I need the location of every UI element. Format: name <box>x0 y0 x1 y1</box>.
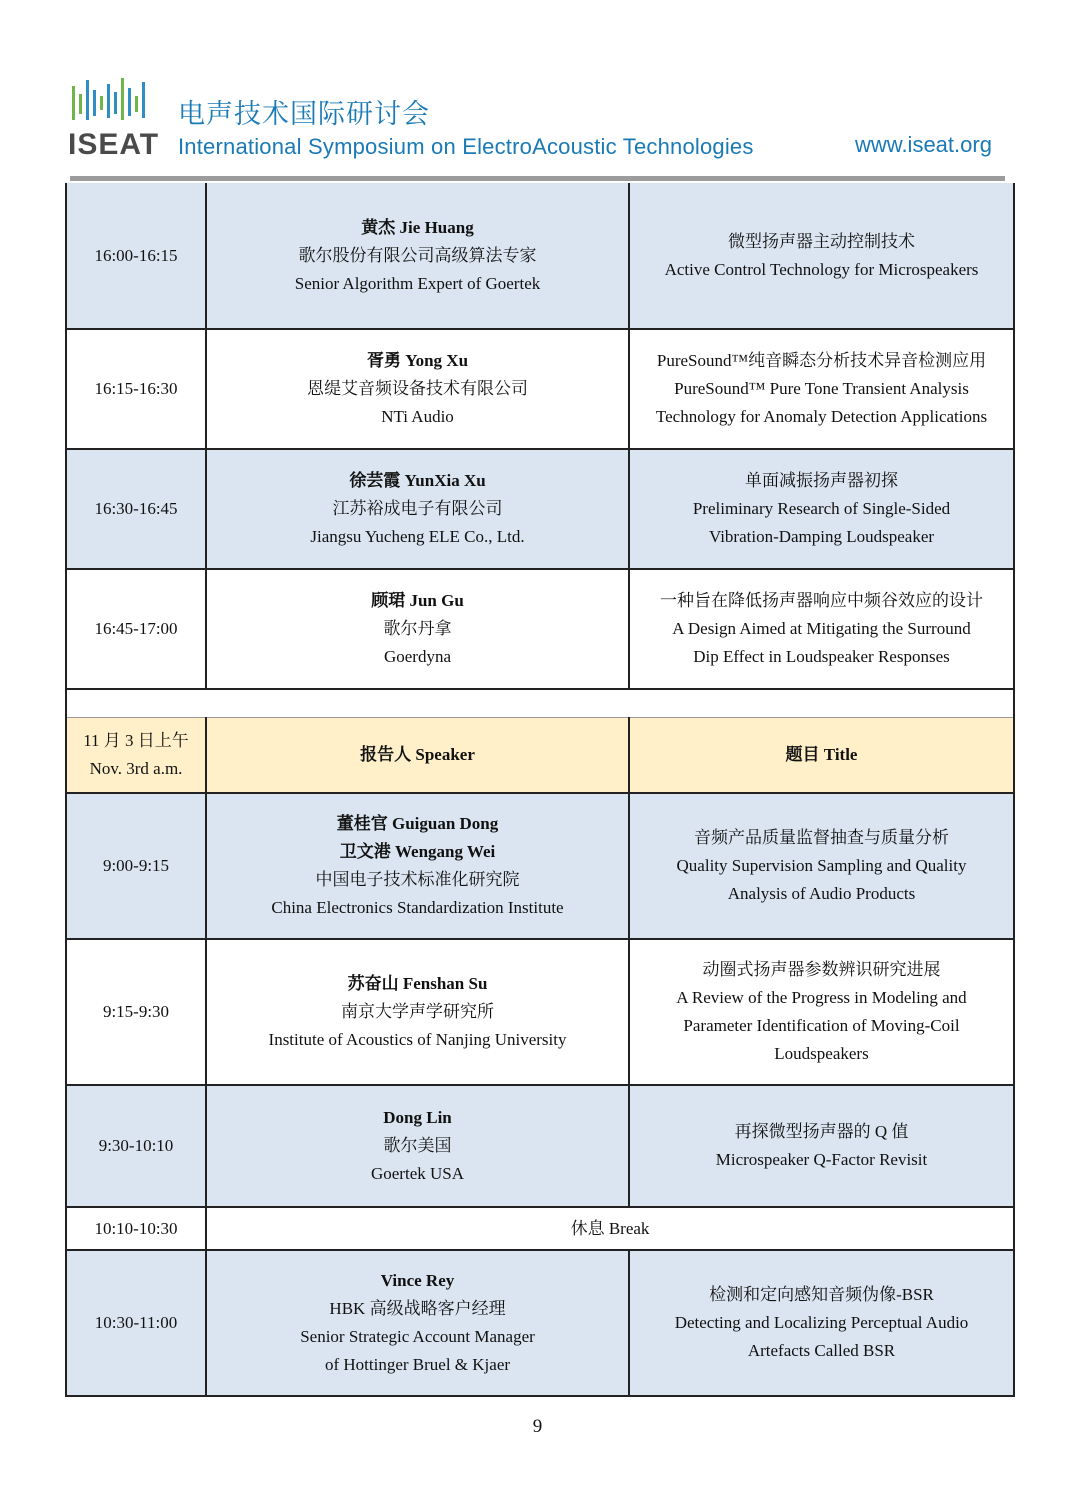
talk-title-en: Loudspeakers <box>774 1044 869 1063</box>
speaker-affiliation-en: Senior Strategic Account Manager <box>300 1327 535 1346</box>
speaker-cell <box>206 183 629 329</box>
talk-title-en: PureSound™ Pure Tone Transient Analysis <box>674 379 969 398</box>
speaker-cell <box>206 569 629 689</box>
table-row <box>66 939 1014 1085</box>
time-cell: 9:00-9:15 <box>66 793 206 939</box>
symposium-title-en: International Symposium on ElectroAcoustic Technologies <box>178 134 754 159</box>
talk-title-cn: 微型扬声器主动控制技术 <box>728 231 915 251</box>
speaker-affiliation-en: Goerdyna <box>383 647 452 666</box>
talk-title-cn: 一种旨在降低扬声器响应中频谷效应的设计 <box>660 591 983 610</box>
speaker-cell <box>206 449 629 569</box>
talk-title-en: Artefacts Called BSR <box>747 1341 896 1360</box>
title-cell <box>629 183 1014 329</box>
title-column-header: 题目 Title <box>629 717 1014 793</box>
table-row <box>66 449 1014 569</box>
speaker-affiliation-cn: 南京大学声学研究所 <box>341 1002 494 1021</box>
time-cell: 10:30-11:00 <box>66 1250 206 1396</box>
spacer-row <box>66 689 1014 717</box>
session-date-cn: 11 月 3 日上午 <box>83 730 189 750</box>
table-row <box>66 183 1014 329</box>
speaker-affiliation-cn: 恩缇艾音频设备技术有限公司 <box>307 379 528 398</box>
speaker-name: 黄杰 Jie Huang <box>361 217 474 237</box>
logo-wordmark: ISEAT <box>68 128 160 161</box>
talk-title-en: Parameter Identification of Moving-Coil <box>683 1016 960 1035</box>
table-row <box>66 1085 1014 1207</box>
speaker-affiliation-cn: HBK 高级战略客户经理 <box>329 1299 506 1318</box>
title-cell <box>629 939 1014 1085</box>
talk-title-en: Microspeaker Q-Factor Revisit <box>715 1150 928 1169</box>
break-row <box>66 1207 1014 1250</box>
talk-title-cn: 音频产品质量监督抽查与质量分析 <box>694 828 949 847</box>
talk-title-en: Technology for Anomaly Detection Applications <box>655 407 988 426</box>
talk-title-en: Vibration-Damping Loudspeaker <box>708 527 935 546</box>
talk-title-cn: PureSound™纯音瞬态分析技术异音检测应用 <box>656 351 987 370</box>
speaker-name: 徐芸霞 YunXia Xu <box>349 471 486 490</box>
time-cell: 16:30-16:45 <box>66 449 206 569</box>
talk-title-en: Preliminary Research of Single-Sided <box>692 499 951 518</box>
talk-title-cn: 单面减振扬声器初探 <box>745 471 898 490</box>
speaker-name: 胥勇 Yong Xu <box>366 351 469 370</box>
talk-title-en: Analysis of Audio Products <box>727 884 916 903</box>
page-header <box>0 0 1075 190</box>
website-link[interactable]: www.iseat.org <box>855 132 992 157</box>
break-label: 休息 Break <box>206 1207 1014 1250</box>
session-date-cell <box>66 717 206 793</box>
speaker-name: Dong Lin <box>383 1108 452 1127</box>
speaker-cell <box>206 1250 629 1396</box>
table-row <box>66 329 1014 449</box>
speaker-affiliation-en: Institute of Acoustics of Nanjing University <box>268 1030 567 1049</box>
title-cell <box>629 569 1014 689</box>
speaker-name: 卫文港 Wengang Wei <box>339 842 496 861</box>
speaker-affiliation-cn: 中国电子技术标准化研究院 <box>315 870 520 889</box>
speaker-affiliation-en: China Electronics Standardization Institute <box>271 898 564 917</box>
talk-title-en: Dip Effect in Loudspeaker Responses <box>693 647 950 666</box>
time-cell: 16:00-16:15 <box>66 183 206 329</box>
talk-title-en: Active Control Technology for Microspeakers <box>664 259 979 279</box>
time-cell: 9:30-10:10 <box>66 1085 206 1207</box>
time-cell: 9:15-9:30 <box>66 939 206 1085</box>
sound-wave-logo-icon <box>70 76 150 122</box>
schedule-table <box>65 183 1015 1397</box>
page-number: 9 <box>532 1416 543 1437</box>
speaker-name: 顾珺 Jun Gu <box>371 591 464 610</box>
speaker-affiliation-en: NTi Audio <box>381 407 454 426</box>
section-header-row <box>66 717 1014 793</box>
talk-title-en: A Review of the Progress in Modeling and <box>676 988 967 1007</box>
time-cell: 16:45-17:00 <box>66 569 206 689</box>
speaker-cell <box>206 939 629 1085</box>
speaker-cell <box>206 793 629 939</box>
speaker-affiliation-cn: 江苏裕成电子有限公司 <box>332 499 503 518</box>
title-cell <box>629 329 1014 449</box>
talk-title-cn: 检测和定向感知音频伪像-BSR <box>709 1285 934 1304</box>
speaker-affiliation-cn: 歌尔股份有限公司高级算法专家 <box>298 245 537 265</box>
time-cell: 16:15-16:30 <box>66 329 206 449</box>
symposium-title-cn: 电声技术国际研讨会 <box>178 99 430 130</box>
title-cell <box>629 1250 1014 1396</box>
speaker-column-header: 报告人 Speaker <box>206 717 629 793</box>
speaker-affiliation-en: of Hottinger Bruel & Kjaer <box>324 1355 511 1374</box>
speaker-cell <box>206 329 629 449</box>
speaker-name: 董桂官 Guiguan Dong <box>336 814 499 833</box>
speaker-affiliation-cn: 歌尔丹拿 <box>383 619 452 638</box>
talk-title-cn: 再探微型扬声器的 Q 值 <box>734 1122 909 1141</box>
session-date-en: Nov. 3rd a.m. <box>89 758 183 778</box>
title-cell <box>629 449 1014 569</box>
speaker-affiliation-en: Senior Algorithm Expert of Goertek <box>294 273 541 293</box>
talk-title-en: A Design Aimed at Mitigating the Surround <box>672 619 971 638</box>
speaker-name: Vince Rey <box>380 1271 455 1290</box>
speaker-affiliation-cn: 歌尔美国 <box>383 1136 452 1155</box>
table-row <box>66 793 1014 939</box>
talk-title-en: Quality Supervision Sampling and Quality <box>676 856 967 875</box>
table-row <box>66 569 1014 689</box>
talk-title-en: Detecting and Localizing Perceptual Audio <box>674 1313 969 1332</box>
time-cell: 10:10-10:30 <box>66 1207 206 1250</box>
table-row <box>66 1250 1014 1396</box>
title-cell <box>629 793 1014 939</box>
talk-title-cn: 动圈式扬声器参数辨识研究进展 <box>702 960 941 979</box>
speaker-name: 苏奋山 Fenshan Su <box>347 974 488 993</box>
header-divider <box>70 176 1005 181</box>
speaker-affiliation-en: Goertek USA <box>370 1164 464 1183</box>
speaker-affiliation-en: Jiangsu Yucheng ELE Co., Ltd. <box>310 527 525 546</box>
speaker-cell <box>206 1085 629 1207</box>
title-cell <box>629 1085 1014 1207</box>
